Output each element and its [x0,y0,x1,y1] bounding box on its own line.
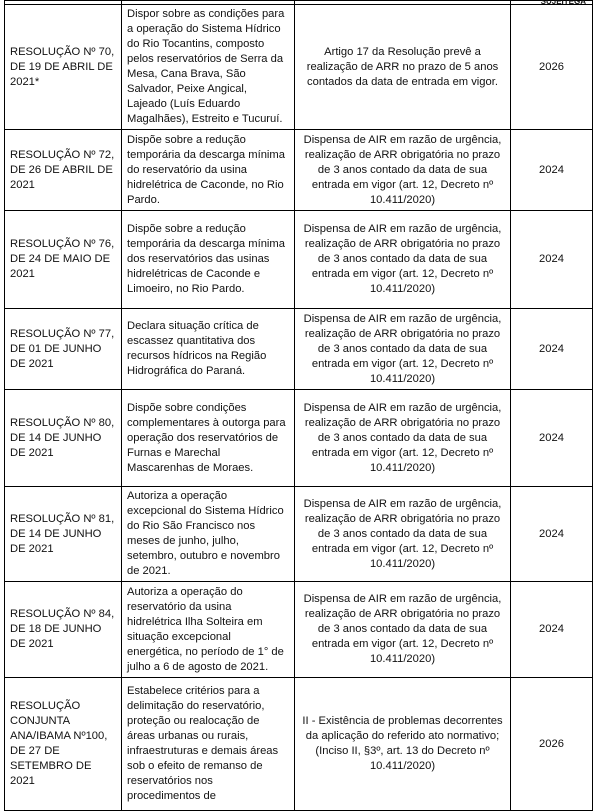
table-row [5,130,593,211]
note-cell: Dispensa de AIR em razão de urgência, realização de ARR obrigatória no prazo de 3 anos contado da data de sua entrada em vigor (art. 12, Decreto nº 10.411/2020) [295,390,511,487]
resolution-cell: RESOLUÇÃO Nº 70, DE 19 DE ABRIL DE 2021* [5,5,122,130]
note-cell: Dispensa de AIR em razão de urgência, realização de ARR obrigatória no prazo de 3 anos contado da data de sua entrada em vigor (art. 12, Decreto nº 10.411/2020) [295,130,511,211]
note-cell: Dispensa de AIR em razão de urgência, realização de ARR obrigatória no prazo de 3 anos contado da data de sua entrada em vigor (art. 12, Decreto nº 10.411/2020) [295,211,511,309]
year-cell: 2024 [511,211,593,309]
subject-cell: Declara situação crítica de escassez quantitativa dos recursos hídricos na Região Hidrográfica do Paraná. [122,309,295,390]
note-cell: Dispensa de AIR em razão de urgência, realização de ARR obrigatória no prazo de 3 anos contado da data de sua entrada em vigor (art. 12, Decreto nº 10.411/2020) [295,309,511,390]
year-cell: 2024 [511,582,593,678]
table-row [5,211,593,309]
resolution-cell: RESOLUÇÃO Nº 77, DE 01 DE JUNHO DE 2021 [5,309,122,390]
subject-cell: Estabelece critérios para a delimitação do reservatório, proteção ou realocação de áreas urbanas ou rurais, infraestruturas e demais áreas sob o efeito de remanso de reservatórios nos procedimentos de [122,678,295,811]
year-cell: 2024 [511,130,593,211]
year-cell: 2024 [511,487,593,582]
note-cell: Dispensa de AIR em razão de urgência, realização de ARR obrigatória no prazo de 3 anos contado da data de sua entrada em vigor (art. 12, Decreto nº 10.411/2020) [295,487,511,582]
table-header-row [5,1,593,5]
note-cell: Dispensa de AIR em razão de urgência, realização de ARR obrigatória no prazo de 3 anos contado da data de sua entrada em vigor (art. 12, Decreto nº 10.411/2020) [295,582,511,678]
subject-cell: Dispõe sobre a redução temporária da descarga mínima do reservatório da usina hidrelétrica de Caconde, no Rio Pardo. [122,130,295,211]
subject-cell: Dispor sobre as condições para a operação do Sistema Hídrico do Rio Tocantins, composto pelos reservatórios de Serra da Mesa, Cana Brava, São Salvador, Peixe Angical, Lajeado (Luís Eduardo Magalhães), Estreito e Tucuruí. [122,5,295,130]
header-fragment: SUJEITEGA [540,0,586,6]
year-cell: 2026 [511,678,593,811]
year-cell: 2026 [511,5,593,130]
table-row [5,678,593,811]
table-row [5,309,593,390]
subject-cell: Autoriza a operação excepcional do Sistema Hídrico do Rio São Francisco nos meses de junho, julho, setembro, outubro e novembro de 2021. [122,487,295,582]
resolution-cell: RESOLUÇÃO Nº 81, DE 14 DE JUNHO DE 2021 [5,487,122,582]
table-row [5,487,593,582]
year-cell: 2024 [511,309,593,390]
resolution-cell: RESOLUÇÃO Nº 76, DE 24 DE MAIO DE 2021 [5,211,122,309]
note-cell: Artigo 17 da Resolução prevê a realização de ARR no prazo de 5 anos contados da data de entrada em vigor. [295,5,511,130]
resolution-cell: RESOLUÇÃO Nº 72, DE 26 DE ABRIL DE 2021 [5,130,122,211]
note-cell: II - Existência de problemas decorrentes da aplicação do referido ato normativo; (Inciso II, §3º, art. 13 do Decreto nº 10.411/2020) [295,678,511,811]
resolutions-table [4,0,593,811]
resolution-cell: RESOLUÇÃO Nº 80, DE 14 DE JUNHO DE 2021 [5,390,122,487]
resolution-cell: RESOLUÇÃO Nº 84, DE 18 DE JUNHO DE 2021 [5,582,122,678]
table-row [5,582,593,678]
subject-cell: Dispõe sobre condições complementares à outorga para operação dos reservatórios de Furnas e Marechal Mascarenhas de Moraes. [122,390,295,487]
table-row [5,390,593,487]
subject-cell: Autoriza a operação do reservatório da usina hidrelétrica Ilha Solteira em situação excepcional energética, no período de 1° de julho a 6 de agosto de 2021. [122,582,295,678]
resolution-cell: RESOLUÇÃO CONJUNTA ANA/IBAMA Nº100, DE 27 DE SETEMBRO DE 2021 [5,678,122,811]
table-row [5,5,593,130]
year-cell: 2024 [511,390,593,487]
subject-cell: Dispõe sobre a redução temporária da descarga mínima dos reservatórios das usinas hidrelétricas de Caconde e Limoeiro, no Rio Pardo. [122,211,295,309]
